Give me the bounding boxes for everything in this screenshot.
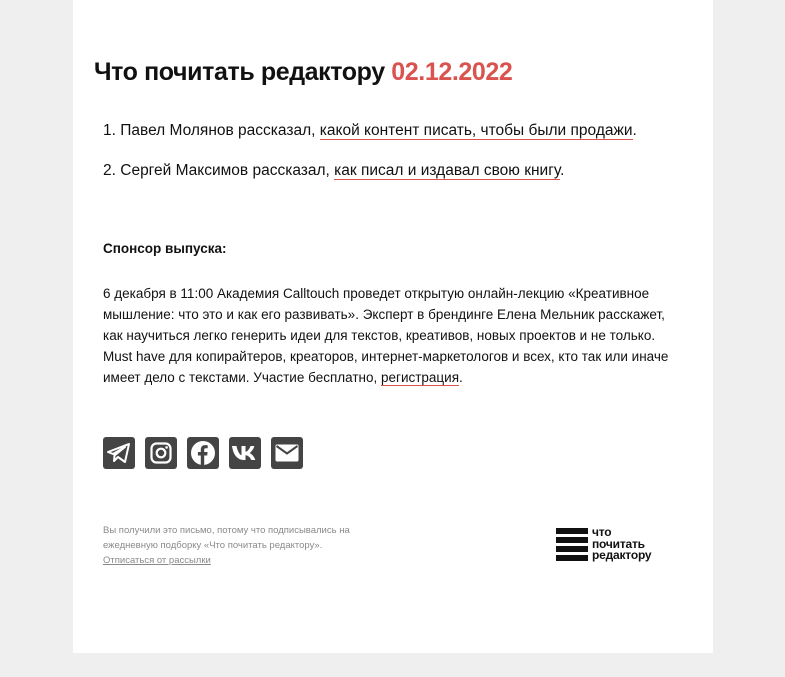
facebook-icon[interactable] <box>187 437 219 469</box>
registration-link[interactable]: регистрация <box>381 370 460 385</box>
email-icon[interactable] <box>271 437 303 469</box>
sponsor-heading: Спонсор выпуска: <box>103 241 227 256</box>
logo-mark <box>556 528 588 561</box>
title-text: Что почитать редактору <box>94 58 385 86</box>
item-suffix: . <box>560 162 565 179</box>
sponsor-body: 6 декабря в 11:00 Академия Calltouch проведет открытую онлайн-лекцию «Креативное мышление: что это и как его развивать». Эксперт в брендинге Елена Мельник расскажет, как научиться легко генерить идеи для текстов, креативов, новых проектов и не только. Must have для копирайтеров, креаторов, интернет-маркетологов и всех, кто так или иначе имеет дело с текстами. Участие бесплатно, <box>103 286 669 385</box>
unsubscribe-link[interactable]: Отписаться от рассылки <box>103 555 211 566</box>
footer-notice <box>103 523 393 568</box>
item-number: 2. <box>103 162 116 179</box>
logo-line: редактору <box>592 548 652 562</box>
item-prefix: Павел Молянов рассказал, <box>120 122 320 139</box>
item-prefix: Сергей Максимов рассказал, <box>120 162 335 179</box>
telegram-icon[interactable] <box>103 437 135 469</box>
article-link[interactable]: как писал и издавал свою книгу <box>334 162 561 179</box>
page-title <box>94 58 512 87</box>
logo-text <box>592 527 651 562</box>
instagram-icon[interactable] <box>145 437 177 469</box>
list-item <box>103 162 693 202</box>
social-links <box>103 437 303 469</box>
item-suffix: . <box>632 122 637 139</box>
logo <box>556 527 651 562</box>
vk-icon[interactable] <box>229 437 261 469</box>
logo-line: почитать <box>592 536 645 551</box>
item-number: 1. <box>103 122 116 139</box>
email-card <box>73 0 713 653</box>
sponsor-text <box>103 283 687 388</box>
article-list <box>103 122 693 202</box>
subscription-notice: Вы получили это письмо, потому что подписывались на ежедневную подборку «Что почитать редактору». <box>103 525 350 551</box>
list-item <box>103 122 693 162</box>
issue-date: 02.12.2022 <box>391 58 513 86</box>
sponsor-suffix: . <box>459 370 463 385</box>
article-link[interactable]: какой контент писать, чтобы были продажи <box>319 122 633 139</box>
logo-line: что <box>592 525 612 539</box>
